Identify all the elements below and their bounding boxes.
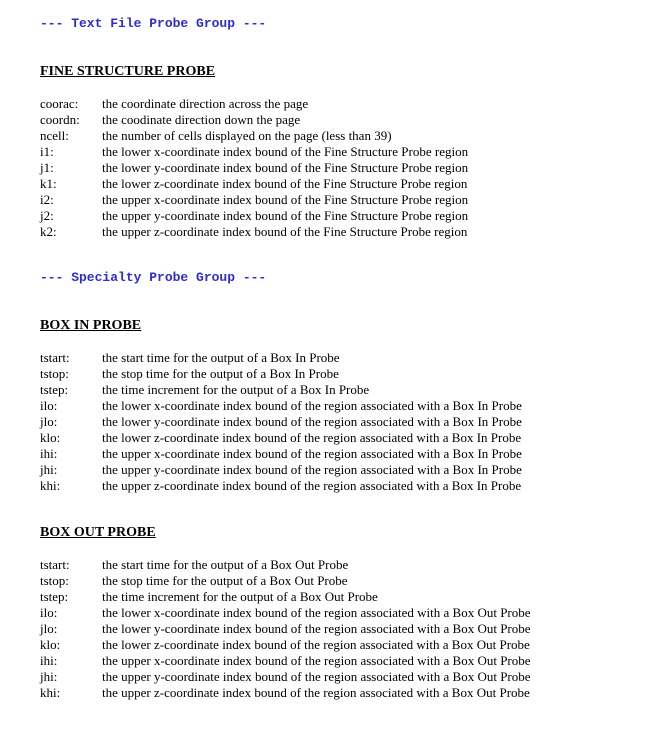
definition-row [40, 478, 522, 494]
parameter-name: tstop: [40, 366, 69, 381]
definition-row [40, 398, 522, 414]
box-in-definition-list [40, 350, 522, 494]
definition-row [40, 192, 468, 208]
parameter-description: the coordinate direction across the page [102, 96, 309, 111]
parameter-description: the start time for the output of a Box In Probe [102, 350, 340, 365]
parameter-name: j2: [40, 208, 54, 223]
parameter-description: the lower z-coordinate index bound of the region associated with a Box Out Probe [102, 637, 530, 652]
definition-row [40, 446, 522, 462]
parameter-name: ilo: [40, 398, 58, 413]
parameter-name: khi: [40, 478, 61, 493]
parameter-description: the lower x-coordinate index bound of the region associated with a Box In Probe [102, 398, 522, 413]
parameter-description: the upper y-coordinate index bound of the region associated with a Box In Probe [102, 462, 522, 477]
fine-structure-definition-list [40, 96, 468, 240]
definition-row [40, 350, 522, 366]
definition-row [40, 112, 468, 128]
parameter-description: the upper x-coordinate index bound of the region associated with a Box In Probe [102, 446, 522, 461]
parameter-name: tstop: [40, 573, 69, 588]
definition-row [40, 653, 531, 669]
parameter-name: jlo: [40, 621, 58, 636]
definition-row [40, 557, 531, 573]
parameter-description: the number of cells displayed on the page (less than 39) [102, 128, 392, 143]
parameter-name: tstart: [40, 350, 70, 365]
parameter-description: the upper z-coordinate index bound of the region associated with a Box In Probe [102, 478, 522, 493]
definition-row [40, 160, 468, 176]
parameter-description: the lower x-coordinate index bound of the region associated with a Box Out Probe [102, 605, 531, 620]
definition-row [40, 573, 531, 589]
definition-row [40, 605, 531, 621]
parameter-name: ncell: [40, 128, 69, 143]
parameter-description: the lower y-coordinate index bound of the region associated with a Box In Probe [102, 414, 522, 429]
parameter-name: k1: [40, 176, 57, 191]
parameter-name: klo: [40, 430, 61, 445]
parameter-name: k2: [40, 224, 57, 239]
definition-row [40, 224, 468, 240]
definition-row [40, 128, 468, 144]
parameter-description: the lower z-coordinate index bound of the Fine Structure Probe region [102, 176, 468, 191]
parameter-name: jlo: [40, 414, 58, 429]
box-in-probe-title: BOX IN PROBE [40, 318, 142, 333]
definition-row [40, 685, 531, 701]
parameter-description: the time increment for the output of a Box Out Probe [102, 589, 378, 604]
fine-structure-probe-title: FINE STRUCTURE PROBE [40, 64, 216, 79]
definition-row [40, 637, 531, 653]
definition-row [40, 144, 468, 160]
box-out-probe-title: BOX OUT PROBE [40, 525, 156, 540]
parameter-description: the lower y-coordinate index bound of the Fine Structure Probe region [102, 160, 469, 175]
parameter-description: the upper z-coordinate index bound of the Fine Structure Probe region [102, 224, 468, 239]
parameter-name: khi: [40, 685, 61, 700]
parameter-name: ilo: [40, 605, 58, 620]
parameter-description: the lower x-coordinate index bound of the Fine Structure Probe region [102, 144, 469, 159]
parameter-description: the upper x-coordinate index bound of the Fine Structure Probe region [102, 192, 469, 207]
parameter-name: ihi: [40, 653, 58, 668]
definition-row [40, 176, 468, 192]
definition-row [40, 96, 468, 112]
parameter-description: the stop time for the output of a Box Out Probe [102, 573, 348, 588]
parameter-name: tstart: [40, 557, 70, 572]
definition-row [40, 669, 531, 685]
parameter-description: the start time for the output of a Box Out Probe [102, 557, 349, 572]
parameter-name: j1: [40, 160, 54, 175]
definition-row [40, 589, 531, 605]
parameter-name: tstep: [40, 589, 69, 604]
parameter-name: ihi: [40, 446, 58, 461]
parameter-name: coorac: [40, 96, 79, 111]
parameter-description: the upper y-coordinate index bound of the Fine Structure Probe region [102, 208, 469, 223]
definition-row [40, 621, 531, 637]
definition-row [40, 208, 468, 224]
parameter-name: coordn: [40, 112, 80, 127]
parameter-name: klo: [40, 637, 61, 652]
parameter-description: the upper x-coordinate index bound of the region associated with a Box Out Probe [102, 653, 531, 668]
parameter-name: jhi: [40, 462, 58, 477]
parameter-description: the lower y-coordinate index bound of the region associated with a Box Out Probe [102, 621, 531, 636]
box-out-definition-list [40, 557, 531, 701]
parameter-name: i1: [40, 144, 54, 159]
text-file-probe-group-header: --- Text File Probe Group --- [40, 16, 267, 31]
parameter-name: i2: [40, 192, 54, 207]
parameter-description: the time increment for the output of a Box In Probe [102, 382, 370, 397]
definition-row [40, 430, 522, 446]
parameter-description: the lower z-coordinate index bound of the region associated with a Box In Probe [102, 430, 522, 445]
parameter-description: the upper z-coordinate index bound of the region associated with a Box Out Probe [102, 685, 530, 700]
parameter-description: the coodinate direction down the page [102, 112, 301, 127]
definition-row [40, 366, 522, 382]
definition-row [40, 414, 522, 430]
parameter-description: the stop time for the output of a Box In Probe [102, 366, 339, 381]
definition-row [40, 462, 522, 478]
parameter-name: jhi: [40, 669, 58, 684]
parameter-name: tstep: [40, 382, 69, 397]
definition-row [40, 382, 522, 398]
parameter-description: the upper y-coordinate index bound of the region associated with a Box Out Probe [102, 669, 531, 684]
specialty-probe-group-header: --- Specialty Probe Group --- [40, 270, 267, 285]
